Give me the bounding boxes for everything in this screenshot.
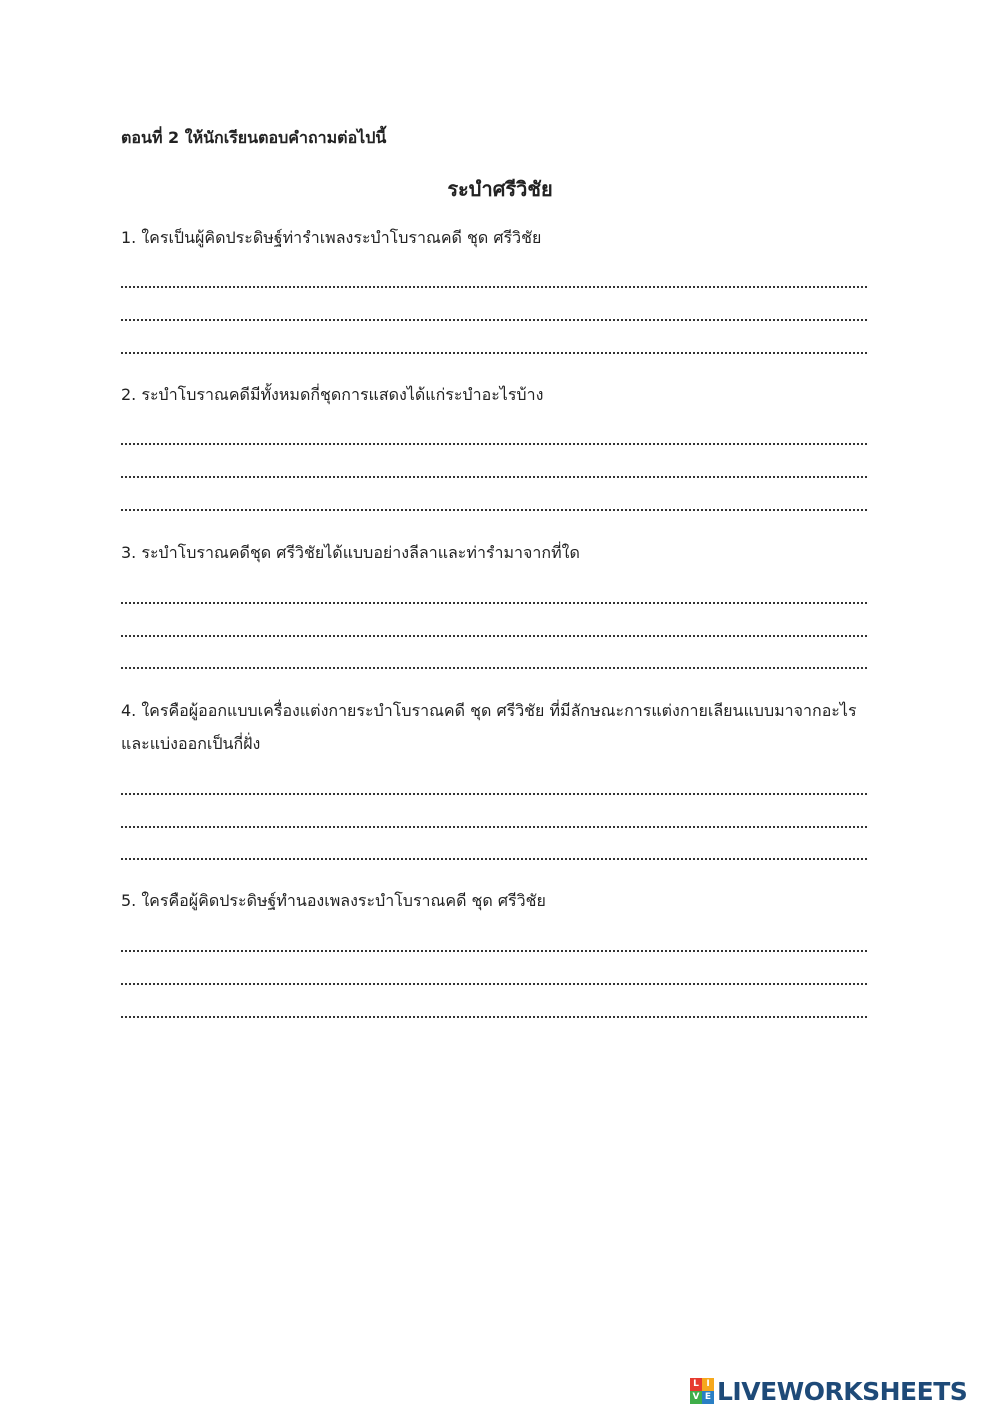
answer-line-4-1[interactable] xyxy=(121,793,867,795)
worksheet-title: ระบำศรีวิชัย xyxy=(447,177,553,201)
question-2: 2. ระบำโบราณคดีมีทั้งหมดกี่ชุดการแสดงได้แก่ระบำอะไรบ้าง xyxy=(121,385,544,404)
logo-mark-l: L xyxy=(690,1378,702,1391)
answer-line-3-1[interactable] xyxy=(121,602,867,604)
logo-mark-i: I xyxy=(702,1378,714,1391)
answer-line-2-1[interactable] xyxy=(121,443,867,445)
answer-line-1-2[interactable] xyxy=(121,319,867,321)
liveworksheets-logo-icon xyxy=(690,1378,714,1404)
answer-line-3-2[interactable] xyxy=(121,635,867,637)
answer-line-3-3[interactable] xyxy=(121,667,867,669)
liveworksheets-logo xyxy=(690,1374,967,1408)
answer-line-5-2[interactable] xyxy=(121,983,867,985)
answer-line-4-3[interactable] xyxy=(121,858,867,860)
answer-line-5-1[interactable] xyxy=(121,950,867,952)
question-4: 4. ใครคือผู้ออกแบบเครื่องแต่งกายระบำโบราณคดี ชุด ศรีวิชัย ที่มีลักษณะการแต่งกายเลียนแบบมาจากอะไรและแบ่งออกเป็นกี่ฝั่ง xyxy=(121,701,857,753)
section-header: ตอนที่ 2 ให้นักเรียนตอบคำถามต่อไปนี้ xyxy=(121,128,387,147)
question-3: 3. ระบำโบราณคดีชุด ศรีวิชัยได้แบบอย่างลีลาและท่ารำมาจากที่ใด xyxy=(121,543,580,562)
answer-line-1-3[interactable] xyxy=(121,352,867,354)
answer-line-4-2[interactable] xyxy=(121,826,867,828)
question-5: 5. ใครคือผู้คิดประดิษฐ์ทำนองเพลงระบำโบราณคดี ชุด ศรีวิชัย xyxy=(121,891,546,910)
logo-text: LIVEWORKSHEETS xyxy=(717,1376,968,1406)
answer-line-5-3[interactable] xyxy=(121,1016,867,1018)
answer-line-1-1[interactable] xyxy=(121,286,867,288)
answer-line-2-2[interactable] xyxy=(121,476,867,478)
logo-mark-v: V xyxy=(690,1391,702,1404)
logo-mark-e: E xyxy=(702,1391,714,1404)
answer-line-2-3[interactable] xyxy=(121,509,867,511)
question-1: 1. ใครเป็นผู้คิดประดิษฐ์ท่ารำเพลงระบำโบราณคดี ชุด ศรีวิชัย xyxy=(121,228,542,247)
